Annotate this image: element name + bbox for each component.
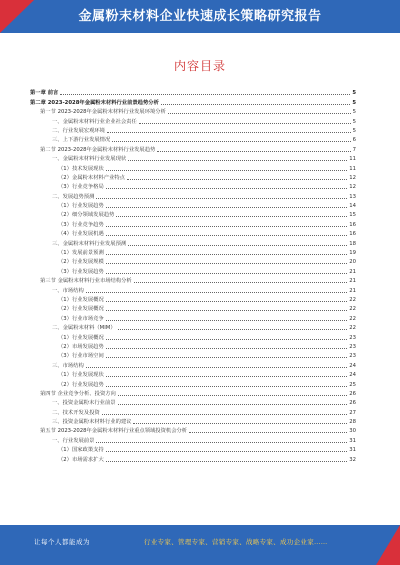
toc-entry-text: （2）金属粉末材料产业特点 [58, 174, 125, 181]
toc-entry-text: 一、市场结构 [52, 287, 84, 294]
toc-entry-text: 二、发展趋势预测 [52, 193, 95, 200]
toc-dot-leader [106, 225, 348, 227]
toc-dot-leader [112, 140, 350, 142]
toc-page-number: 27 [349, 409, 356, 416]
toc-entry[interactable] [30, 247, 356, 256]
toc-entry-text: 第四节 企业竞争分析、投资方向 [40, 390, 116, 397]
toc-page-number: 30 [349, 428, 356, 435]
toc-entry-text: （3）行业市场竞争 [58, 315, 104, 322]
toc-page-number: 22 [349, 315, 356, 322]
toc-entry-text: 第一章 前言 [30, 90, 59, 97]
toc-entry[interactable] [30, 294, 356, 303]
toc-page-number: 12 [349, 184, 356, 191]
toc-page-number: 28 [349, 419, 356, 426]
toc-entry[interactable] [30, 312, 356, 321]
toc-list [30, 87, 356, 463]
toc-dot-leader [96, 441, 347, 443]
toc-dot-leader [96, 197, 347, 199]
toc-title: 内容目录 [173, 59, 226, 73]
toc-entry[interactable] [30, 416, 356, 425]
toc-entry[interactable] [30, 331, 356, 340]
toc-entry[interactable] [30, 434, 356, 443]
toc-entry-text: （3）行业市场空间 [58, 353, 104, 360]
toc-page-number: 16 [349, 231, 356, 238]
toc-entry[interactable] [30, 369, 356, 378]
toc-dot-leader [106, 300, 348, 302]
toc-entry-text: （1）技术发展现状 [58, 165, 104, 172]
toc-dot-leader [106, 253, 348, 255]
toc-entry[interactable] [30, 284, 356, 293]
toc-entry-text: 一、金属粉末材料行业企业社会责任 [52, 118, 137, 125]
toc-dot-leader [157, 150, 350, 152]
toc-entry-text: 第一节 2023-2028年金属粉末材料行业发展环境分析 [40, 109, 166, 116]
toc-entry-text: 一、金属粉末材料行业发展现状 [52, 156, 127, 163]
toc-entry[interactable] [30, 106, 356, 115]
footer-slogan: 让每个人都能成为 [34, 538, 90, 546]
toc-dot-leader [106, 319, 348, 321]
toc-dot-leader [106, 338, 348, 340]
toc-entry-text: （3）行业竞争格局 [58, 184, 104, 191]
toc-entry-text: （1）行业发展趋势 [58, 203, 104, 210]
toc-entry[interactable] [30, 209, 356, 218]
toc-entry-text: 三、投资金属粉末材料行业的建议 [52, 419, 132, 426]
toc-entry-text: 二、行业发展宏观环境 [52, 127, 105, 134]
toc-entry-text: 三、上下游行业发展情况 [52, 137, 111, 144]
toc-page-number: 11 [349, 156, 356, 163]
toc-page-number: 23 [349, 343, 356, 350]
toc-entry[interactable] [30, 303, 356, 312]
toc-entry-text: （2）行业发展概况 [58, 306, 104, 313]
toc-dot-leader [106, 234, 348, 236]
toc-page-number: 25 [349, 381, 356, 388]
toc-dot-leader [106, 272, 348, 274]
toc-dot-leader [116, 215, 347, 217]
toc-entry[interactable] [30, 115, 356, 124]
toc-entry-text: （2）细分领域发展趋势 [58, 212, 115, 219]
toc-entry[interactable] [30, 453, 356, 462]
toc-dot-leader [139, 122, 351, 124]
toc-entry[interactable] [30, 237, 356, 246]
toc-dot-leader [60, 93, 350, 95]
toc-entry[interactable] [30, 96, 356, 105]
toc-page-number: 6 [352, 137, 356, 144]
toc-dot-leader [102, 413, 348, 415]
toc-entry[interactable] [30, 378, 356, 387]
toc-entry[interactable] [30, 359, 356, 368]
toc-entry[interactable] [30, 322, 356, 331]
toc-dot-leader [107, 131, 351, 133]
toc-entry-text: （3）行业竞争趋势 [58, 221, 104, 228]
toc-entry[interactable] [30, 172, 356, 181]
toc-entry-text: 三、市场结构 [52, 362, 84, 369]
toc-page-number: 5 [352, 90, 356, 97]
toc-entry[interactable] [30, 228, 356, 237]
toc-entry-text: 一、行业发展前景 [52, 437, 95, 444]
toc-dot-leader [86, 291, 347, 293]
toc-entry[interactable] [30, 265, 356, 274]
toc-page-number: 22 [349, 306, 356, 313]
toc-page-number: 22 [349, 325, 356, 332]
toc-entry[interactable] [30, 388, 356, 397]
toc-entry-text: （2）行业发展规模 [58, 259, 104, 266]
toc-entry-text: （1）行业发展概况 [58, 296, 104, 303]
toc-dot-leader [106, 206, 348, 208]
toc-entry-text: 一、投资金属粉末行业前景 [52, 400, 116, 407]
toc-entry-text: （1）行业发展现状 [58, 372, 104, 379]
toc-dot-leader [161, 103, 350, 105]
toc-entry[interactable] [30, 181, 356, 190]
toc-dot-leader [118, 403, 348, 405]
toc-entry-text: （4）行业发展机遇 [58, 231, 104, 238]
toc-dot-leader [106, 262, 348, 264]
toc-dot-leader [134, 281, 348, 283]
toc-page-number: 13 [349, 193, 356, 200]
toc-dot-leader [106, 169, 348, 171]
toc-page-number: 5 [352, 99, 356, 106]
toc-entry[interactable] [30, 406, 356, 415]
toc-page-number: 26 [349, 390, 356, 397]
toc-entry[interactable] [30, 134, 356, 143]
toc-dot-leader [168, 112, 351, 114]
toc-entry-text: 二、技术开发及投资 [52, 409, 100, 416]
toc-entry-text: （1）行业发展概况 [58, 334, 104, 341]
toc-entry-text: （1）发展前景预测 [58, 250, 104, 257]
toc-page-number: 21 [349, 287, 356, 294]
toc-entry[interactable] [30, 425, 356, 434]
toc-dot-leader [118, 394, 347, 396]
toc-entry-text: 第三节 金属粉末材料行业市场结构分析 [40, 278, 132, 285]
toc-dot-leader [128, 244, 347, 246]
toc-page-number: 5 [352, 109, 356, 116]
toc-entry-text: （1）国家政策支持 [58, 447, 104, 454]
toc-dot-leader [118, 328, 348, 330]
toc-page-number: 21 [349, 278, 356, 285]
toc-page-number: 20 [349, 259, 356, 266]
toc-dot-leader [106, 385, 348, 387]
report-title: 金属粉末材料企业快速成长策略研究报告 [78, 9, 322, 24]
toc-page-number: 31 [349, 437, 356, 444]
toc-dot-leader [106, 347, 348, 349]
toc-entry[interactable] [30, 125, 356, 134]
toc-entry[interactable] [30, 153, 356, 162]
toc-page-number: 32 [349, 456, 356, 463]
toc-entry[interactable] [30, 162, 356, 171]
toc-page-number: 11 [349, 165, 356, 172]
toc-dot-leader [106, 460, 348, 462]
toc-dot-leader [106, 356, 348, 358]
toc-entry-text: （2）市场发展趋势 [58, 343, 104, 350]
toc-entry-text: （2）行业发展趋势 [58, 381, 104, 388]
toc-page-number: 5 [352, 127, 356, 134]
toc-dot-leader [133, 422, 347, 424]
toc-entry[interactable] [30, 218, 356, 227]
toc-page-number: 16 [349, 221, 356, 228]
toc-dot-leader [86, 366, 347, 368]
toc-page-number: 24 [349, 362, 356, 369]
toc-entry-text: 第二节 2023-2028年金属粉末材料行业发展趋势 [40, 146, 156, 153]
toc-entry[interactable] [30, 444, 356, 453]
toc-page-number: 21 [349, 268, 356, 275]
toc-entry[interactable] [30, 87, 356, 96]
toc-page-number: 18 [349, 240, 356, 247]
toc-entry[interactable] [30, 341, 356, 350]
footer-roles: 行业专家、管理专家、营销专家、战略专家、成功企业家…… [144, 538, 328, 546]
toc-dot-leader [189, 431, 347, 433]
toc-entry-text: （2）市场需求扩大 [58, 456, 104, 463]
toc-page-number: 31 [349, 447, 356, 454]
toc-entry[interactable] [30, 350, 356, 359]
toc-entry[interactable] [30, 143, 356, 152]
toc-entry-text: 三、金属粉末材料行业发展预测 [52, 240, 127, 247]
footer-red-accent [376, 525, 400, 565]
toc-entry-text: （3）行业发展趋势 [58, 268, 104, 275]
toc-entry-text: 第五节 2023-2028年金属粉末材料行业重点领域投资机会分析 [40, 428, 188, 435]
toc-entry[interactable] [30, 256, 356, 265]
toc-page-number: 15 [349, 212, 356, 219]
toc-entry-text: 第二章 2023-2028年金属粉末材料行业前景趋势分析 [30, 99, 159, 106]
toc-page-number: 23 [349, 334, 356, 341]
toc-dot-leader [106, 375, 348, 377]
toc-page-number: 22 [349, 296, 356, 303]
toc-entry-text: 二、金属粉末材料（MIM） [52, 325, 116, 332]
toc-page-number: 23 [349, 353, 356, 360]
toc-dot-leader [106, 187, 348, 189]
toc-page-number: 7 [352, 146, 356, 153]
toc-dot-leader [106, 309, 348, 311]
toc-page-number: 5 [352, 118, 356, 125]
toc-page-number: 14 [349, 203, 356, 210]
toc-dot-leader [106, 450, 348, 452]
toc-dot-leader [128, 159, 347, 161]
toc-entry[interactable] [30, 200, 356, 209]
toc-entry[interactable] [30, 397, 356, 406]
toc-page-number: 26 [349, 400, 356, 407]
toc-page-number: 12 [349, 174, 356, 181]
toc-entry[interactable] [30, 190, 356, 199]
toc-dot-leader [127, 178, 347, 180]
toc-page-number: 24 [349, 372, 356, 379]
toc-entry[interactable] [30, 275, 356, 284]
toc-page-number: 19 [349, 250, 356, 257]
